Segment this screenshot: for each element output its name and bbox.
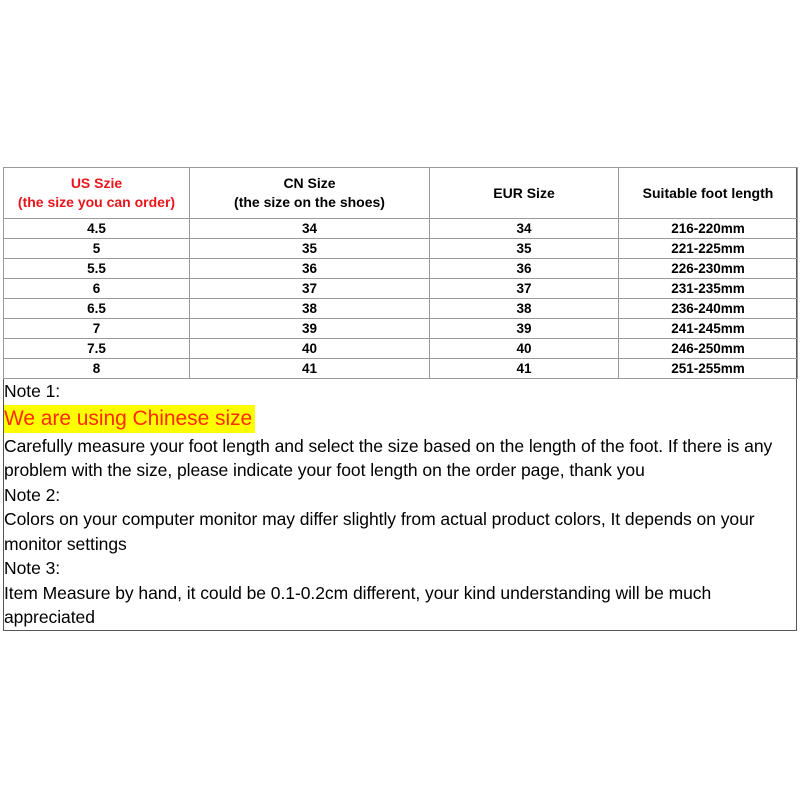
table-row	[4, 239, 798, 259]
table-row	[4, 279, 798, 299]
table-header-row	[4, 168, 798, 219]
cell-eur-size: 37	[430, 279, 619, 299]
cell-eur-size: 41	[430, 359, 619, 379]
note-3-label: Note 3:	[4, 558, 61, 578]
cell-foot-length: 226-230mm	[619, 259, 798, 279]
note-3-text: Item Measure by hand, it could be 0.1-0.2cm different, your kind understanding will be much appreciated	[4, 582, 712, 627]
cell-foot-length: 231-235mm	[619, 279, 798, 299]
cell-us-size: 5	[4, 239, 190, 259]
note-2-text: Colors on your computer monitor may differ slightly from actual product colors, It depends on your monitor settings	[4, 509, 755, 554]
cell-foot-length: 221-225mm	[619, 239, 798, 259]
note-2-label: Note 2:	[4, 484, 61, 505]
cell-eur-size: 38	[430, 299, 619, 319]
header-cn-size-title: CN Size	[283, 175, 336, 191]
cell-foot-length: 216-220mm	[619, 219, 798, 239]
header-foot-length-title: Suitable foot length	[642, 184, 774, 201]
cell-foot-length: 236-240mm	[619, 299, 798, 319]
cell-us-size: 6.5	[4, 299, 190, 319]
cell-us-size: 6	[4, 279, 190, 299]
cell-eur-size: 34	[430, 219, 619, 239]
note-1-text: Carefully measure your foot length and select the size based on the length of the foot. If there is any problem with the size, please indicate your foot length on the order page, thank you	[4, 435, 773, 480]
cell-us-size: 8	[4, 359, 190, 379]
header-eur-size-title: EUR Size	[493, 184, 555, 201]
header-us-size-subtitle: (the size you can order)	[17, 194, 176, 210]
header-cn-size-subtitle: (the size on the shoes)	[234, 194, 385, 210]
cell-eur-size: 36	[430, 259, 619, 279]
header-cn-size	[190, 168, 430, 219]
table-row	[4, 359, 798, 379]
notes-section	[4, 379, 794, 630]
cell-cn-size: 34	[190, 219, 430, 239]
cell-cn-size: 39	[190, 319, 430, 339]
cell-us-size: 5.5	[4, 259, 190, 279]
cell-cn-size: 35	[190, 239, 430, 259]
table-row	[4, 319, 798, 339]
header-foot-length	[619, 168, 798, 219]
note-1-label: Note 1:	[4, 381, 61, 401]
cell-cn-size: 40	[190, 339, 430, 359]
header-us-size-title: US Szie	[70, 175, 123, 191]
cell-cn-size: 36	[190, 259, 430, 279]
cell-us-size: 7	[4, 319, 190, 339]
chinese-size-highlight: We are using Chinese size	[4, 405, 255, 433]
table-row	[4, 259, 798, 279]
cell-foot-length: 241-245mm	[619, 319, 798, 339]
cell-us-size: 4.5	[4, 219, 190, 239]
table-row	[4, 299, 798, 319]
cell-eur-size: 35	[430, 239, 619, 259]
cell-eur-size: 40	[430, 339, 619, 359]
size-chart-table	[3, 167, 798, 379]
cell-us-size: 7.5	[4, 339, 190, 359]
cell-foot-length: 251-255mm	[619, 359, 798, 379]
cell-foot-length: 246-250mm	[619, 339, 798, 359]
table-row	[4, 219, 798, 239]
cell-eur-size: 39	[430, 319, 619, 339]
cell-cn-size: 37	[190, 279, 430, 299]
cell-cn-size: 41	[190, 359, 430, 379]
chinese-size-highlight-row	[4, 404, 794, 434]
table-row	[4, 339, 798, 359]
header-eur-size	[430, 168, 619, 219]
cell-cn-size: 38	[190, 299, 430, 319]
header-us-size	[4, 168, 190, 219]
